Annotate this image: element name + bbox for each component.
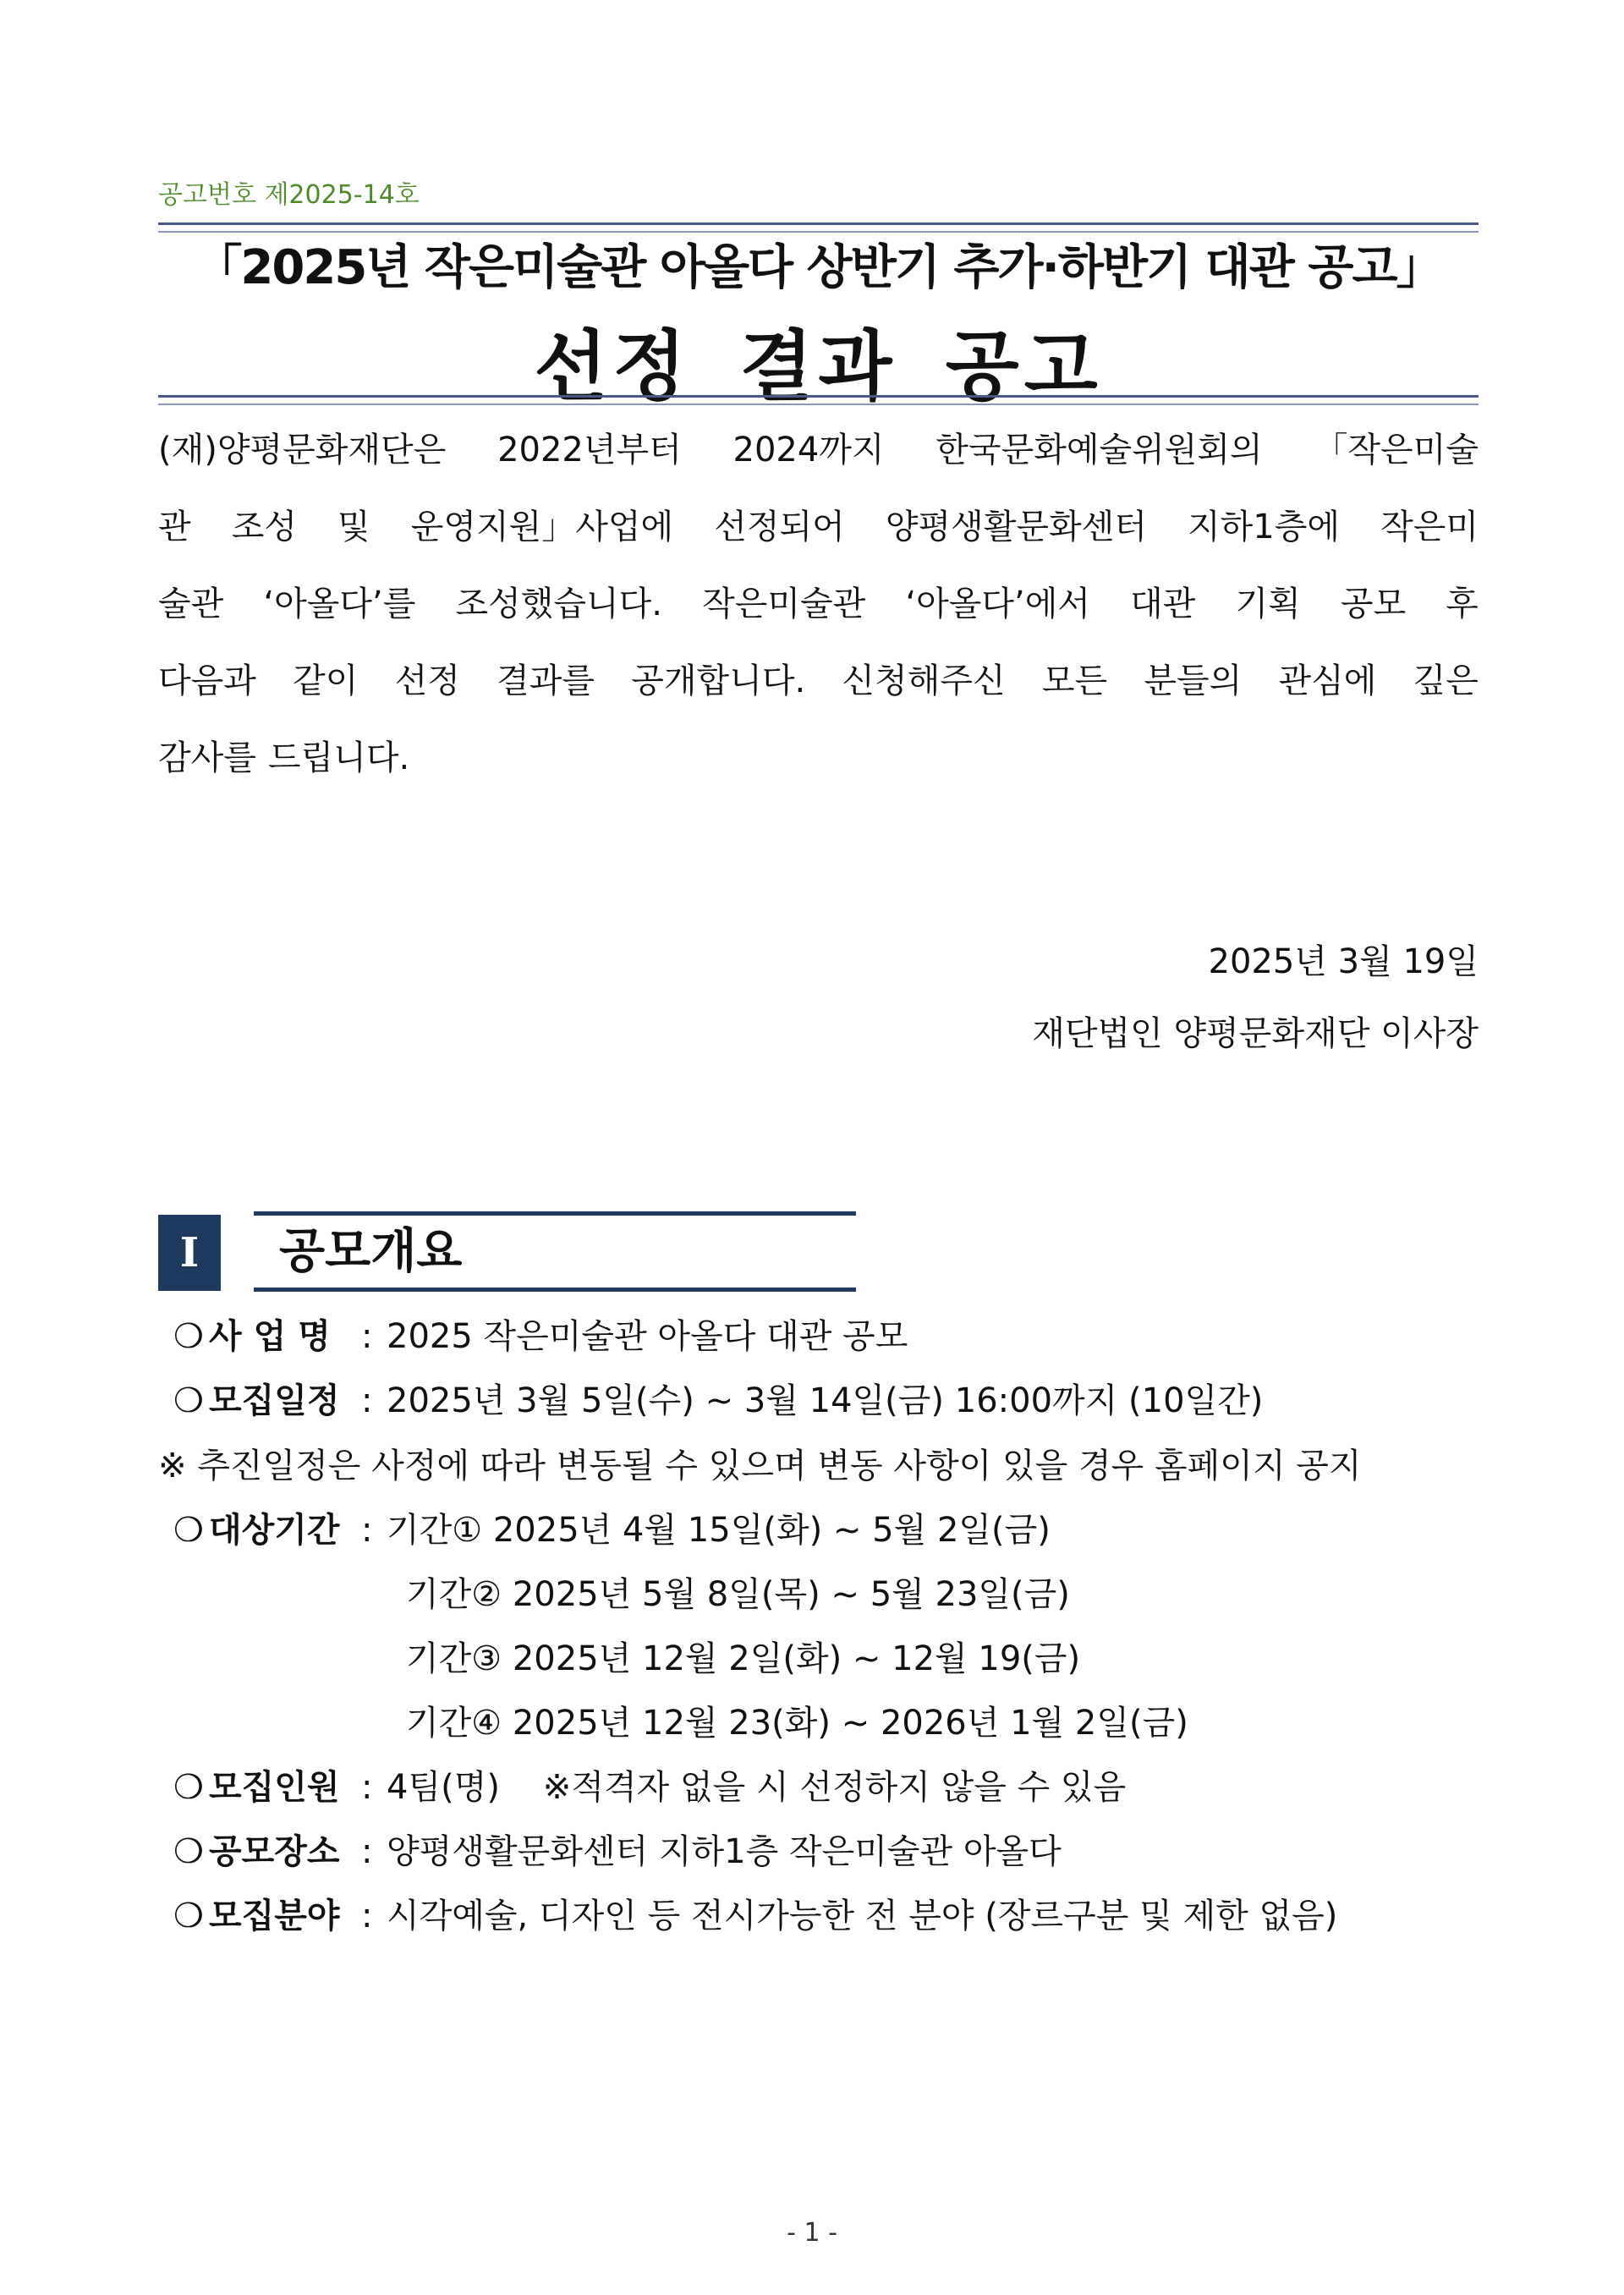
item-label: 사 업 명	[209, 1317, 331, 1356]
body-word: 조성	[231, 508, 297, 546]
notice-date: 2025년 3월 19일	[1208, 942, 1479, 981]
item-value: 시각예술, 디자인 등 전시가능한 전 분야 (장르구분 및 제한 없음)	[387, 1897, 1338, 1935]
body-word: ‘아올다’를	[263, 585, 416, 623]
body-word: 선정되어	[714, 508, 845, 546]
body-paragraph	[158, 420, 1479, 805]
overview-item	[173, 1375, 1263, 1426]
overview-item	[173, 1762, 1126, 1813]
body-word: 관심에	[1278, 662, 1377, 700]
body-word: 지하1층에	[1188, 508, 1341, 546]
body-word: 분들의	[1144, 662, 1243, 700]
section-number-badge: I	[158, 1215, 221, 1291]
item-separator: :	[361, 1768, 373, 1807]
body-word: ‘아올다’에서	[905, 585, 1091, 623]
body-word: 양평생활문화센터	[885, 508, 1147, 546]
title-bottom-divider	[158, 395, 1479, 405]
item-label: 모집인원	[209, 1768, 340, 1807]
body-word: 기획	[1235, 585, 1301, 623]
item-separator: :	[361, 1832, 373, 1871]
body-word: 감사를	[158, 738, 256, 777]
body-word: 결과를	[497, 662, 595, 700]
item-separator: :	[361, 1897, 373, 1935]
section-title: 공모개요	[279, 1224, 463, 1279]
period-line: 기간② 2025년 5월 8일(목) ~ 5월 23일(금)	[406, 1575, 1070, 1614]
body-word: 공모	[1340, 585, 1407, 623]
body-word: 선정	[394, 662, 460, 700]
item-value: 2025 작은미술관 아올다 대관 공모	[387, 1317, 908, 1356]
body-word: 드립니다.	[267, 738, 410, 777]
body-word: 작은미술관	[702, 585, 866, 623]
item-value: 양평생활문화센터 지하1층 작은미술관 아올다	[387, 1832, 1062, 1871]
item-label: 모집분야	[209, 1897, 340, 1935]
document-subtitle: 선정 결과 공고	[534, 322, 1103, 411]
body-word: 한국문화예술위원회의	[935, 431, 1263, 469]
circle-bullet-icon: ❍	[173, 1832, 204, 1871]
schedule-note: ※ 추진일정은 사정에 따라 변동될 수 있으며 변동 사항이 있을 경우 홈페이지 공지	[158, 1447, 1362, 1485]
body-word: 2022년부터	[497, 431, 682, 469]
circle-bullet-icon: ❍	[173, 1381, 204, 1420]
circle-bullet-icon: ❍	[173, 1768, 204, 1807]
circle-bullet-icon: ❍	[173, 1511, 204, 1550]
body-line	[158, 651, 1479, 728]
body-word: 술관	[158, 585, 224, 623]
body-word: 공개합니다.	[631, 662, 806, 700]
body-word: (재)양평문화재단은	[158, 431, 447, 469]
issuer-signature: 재단법인 양평문화재단 이사장	[1032, 1014, 1479, 1053]
item-label: 공모장소	[209, 1832, 340, 1871]
body-word: 후	[1446, 585, 1479, 623]
item-separator: :	[361, 1511, 373, 1550]
body-word: 다음과	[158, 662, 256, 700]
body-word: 운영지원」사업에	[410, 508, 674, 546]
circle-bullet-icon: ❍	[173, 1317, 204, 1356]
body-word: 2024까지	[732, 431, 885, 469]
item-value: 2025년 3월 5일(수) ~ 3월 14일(금) 16:00까지 (10일간)	[387, 1381, 1264, 1420]
item-value: 4팀(명) ※적격자 없을 시 선정하지 않을 수 있음	[387, 1768, 1127, 1807]
body-line	[158, 574, 1479, 651]
body-line	[158, 497, 1479, 574]
overview-item	[173, 1311, 908, 1362]
body-word: 모든	[1041, 662, 1108, 700]
overview-item	[173, 1891, 1337, 1941]
body-word: 및	[337, 508, 370, 546]
body-line	[158, 420, 1479, 497]
body-word: 「작은미술	[1314, 431, 1479, 469]
body-word: 대관	[1130, 585, 1196, 623]
period-line: 기간③ 2025년 12월 2일(화) ~ 12월 19(금)	[406, 1639, 1081, 1678]
document-title: 「2025년 작은미술관 아올다 상반기 추가·하반기 대관 공고」	[195, 240, 1442, 295]
body-word: 조성했습니다.	[455, 585, 663, 623]
item-separator: :	[361, 1381, 373, 1420]
overview-item	[173, 1826, 1062, 1877]
overview-item	[173, 1505, 1051, 1556]
item-label: 대상기간	[209, 1511, 340, 1550]
page-number: - 1 -	[787, 2218, 837, 2248]
item-separator: :	[361, 1317, 373, 1356]
body-word: 깊은	[1413, 662, 1479, 700]
item-value: 기간① 2025년 4월 15일(화) ~ 5월 2일(금)	[387, 1511, 1051, 1550]
notice-number: 공고번호 제2025-14호	[158, 180, 420, 210]
body-word: 관	[158, 508, 191, 546]
item-label: 모집일정	[209, 1381, 340, 1420]
section-top-line	[254, 1211, 856, 1216]
circle-bullet-icon: ❍	[173, 1897, 204, 1935]
body-word: 신청해주신	[842, 662, 1006, 700]
period-line: 기간④ 2025년 12월 23(화) ~ 2026년 1월 2일(금)	[406, 1704, 1188, 1743]
body-word: 작은미	[1380, 508, 1479, 546]
section-bottom-line	[254, 1288, 856, 1292]
body-line	[158, 728, 1479, 805]
body-word: 같이	[293, 662, 359, 700]
